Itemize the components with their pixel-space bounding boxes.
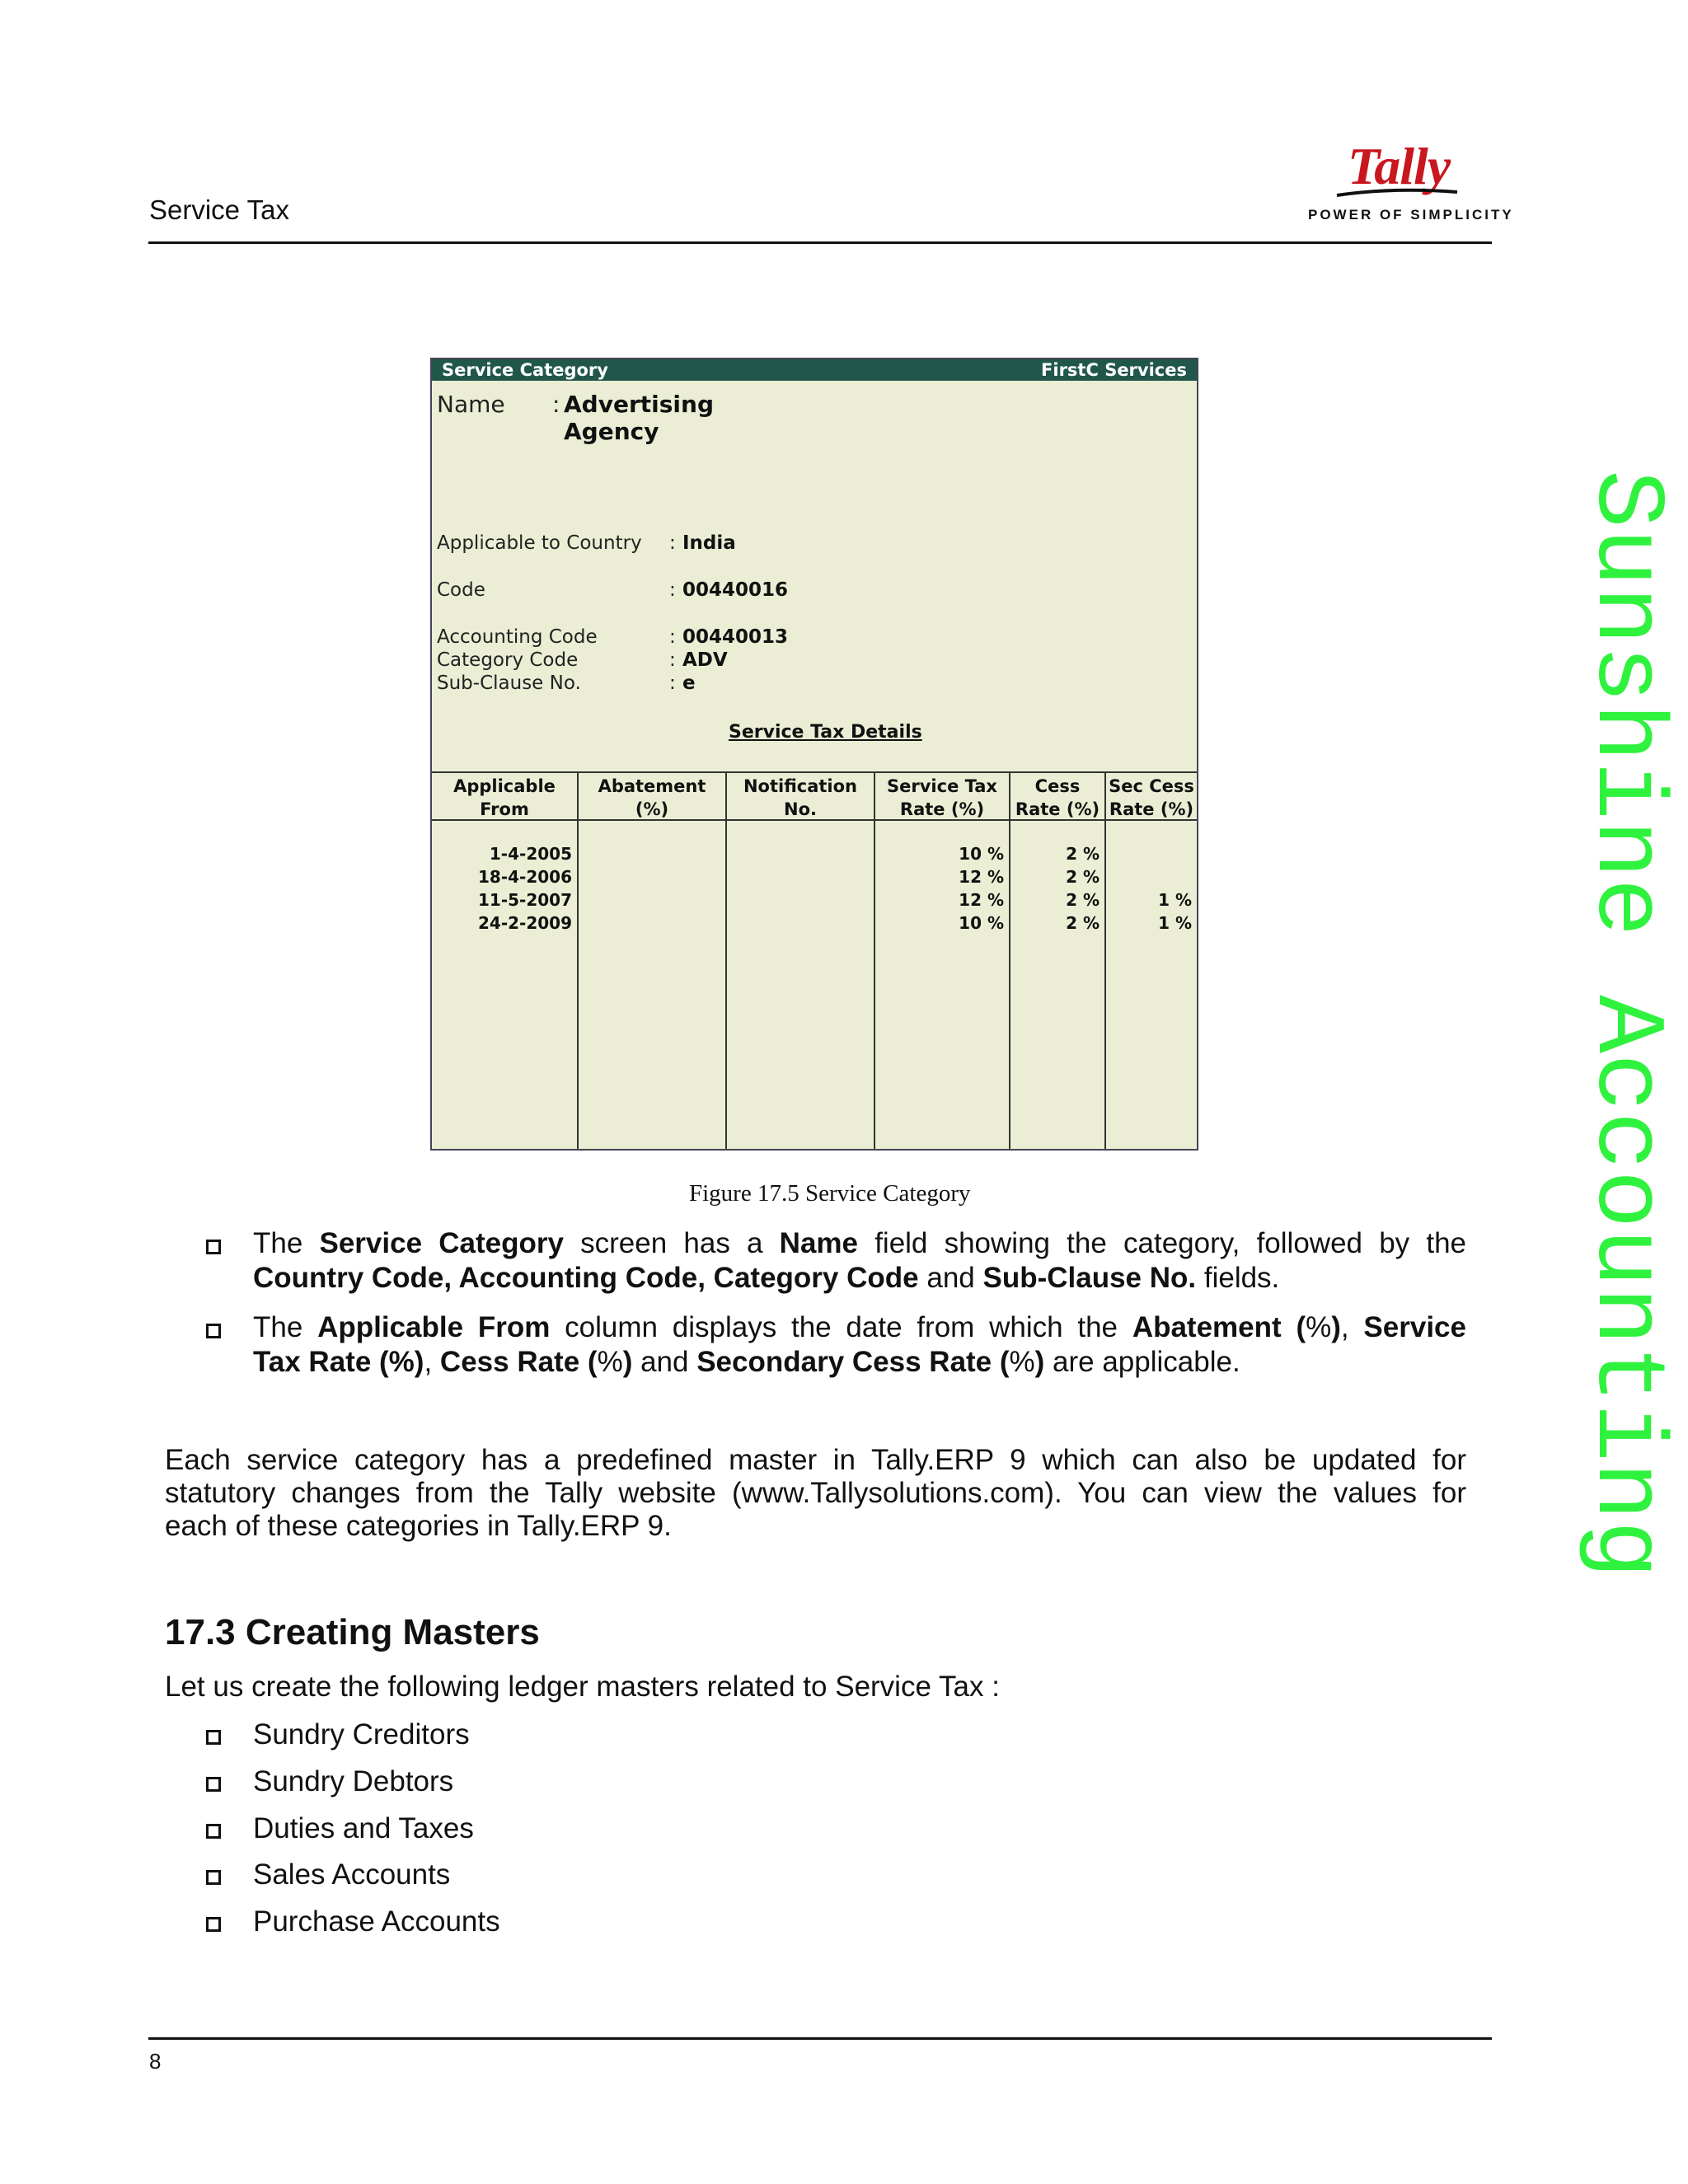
figure-caption: Figure 17.5 Service Category xyxy=(689,1180,971,1207)
col-cess-rate: Cess Rate (%) xyxy=(1015,776,1100,819)
bullet-icon xyxy=(206,1917,221,1932)
bullet-paragraph-2: The Applicable From column displays the date from which the Abatement (%), Service Tax Rate (%), Cess Rate (%) and Secondary Cess Rate (%) are applicable. xyxy=(253,1311,1466,1378)
code-value: 00440016 xyxy=(682,579,789,601)
category-code-label: Category Code xyxy=(437,649,579,671)
country-label: Applicable to Country xyxy=(437,532,642,554)
service-category-screen xyxy=(430,358,1198,1151)
sub-clause-field[interactable]: Sub-Clause No. : e xyxy=(437,673,696,694)
logo-swoosh-icon xyxy=(1335,187,1459,200)
country-field[interactable]: Applicable to Country : India xyxy=(437,532,736,554)
tally-logo xyxy=(1306,136,1514,227)
service-tax-details-title: Service Tax Details xyxy=(729,722,922,743)
service-tax-details-table: Applicable From Abatement (%) Notification No. Service Tax Rate (%) Cess Rate (%) Sec Cess Rate (%) 1-4-2005 10 % 2 % 18-4-2006 12 % 2 % 11-5-2007 12 % 2 % 1 % 24-2-2009 10 % 2 % 1 % xyxy=(432,771,1197,1149)
col-service-tax-rate: Service Tax Rate (%) xyxy=(887,776,997,819)
page-number: 8 xyxy=(149,2049,162,2074)
company-name: FirstC Services xyxy=(1041,360,1187,380)
name-field[interactable]: Name : Advertising Agency xyxy=(437,391,714,445)
sub-clause-label: Sub-Clause No. xyxy=(437,673,581,694)
list-item: Purchase Accounts xyxy=(253,1905,500,1938)
side-watermark xyxy=(1558,470,1688,1739)
watermark-text: Sunshine Accounting xyxy=(1570,470,1680,1579)
logo-tagline: POWER OF SIMPLICITY xyxy=(1308,207,1514,223)
screen-title: Service Category xyxy=(442,360,608,380)
code-field[interactable]: Code : 00440016 xyxy=(437,579,789,601)
code-label: Code xyxy=(437,579,485,601)
section-intro: Let us create the following ledger masters related to Service Tax : xyxy=(165,1671,1000,1703)
bullet-icon xyxy=(206,1730,221,1745)
footer-rule xyxy=(148,2037,1492,2040)
bullet-paragraph-1: The Service Category screen has a Name field showing the category, followed by the Country Code, Accounting Code, Category Code and Sub-Clause No. fields. xyxy=(253,1227,1466,1294)
col-sec-cess-rate: Sec Cess Rate (%) xyxy=(1109,776,1194,819)
accounting-code-value: 00440013 xyxy=(682,626,789,648)
list-item: Sundry Debtors xyxy=(253,1765,454,1797)
bullet-icon xyxy=(206,1240,221,1254)
name-value: Advertising Agency xyxy=(564,391,714,445)
header-rule xyxy=(148,241,1492,244)
list-item: Duties and Taxes xyxy=(253,1812,474,1844)
category-code-value: ADV xyxy=(682,649,728,671)
list-item: Sales Accounts xyxy=(253,1858,451,1891)
logo-word: Tally xyxy=(1348,137,1451,195)
category-code-field[interactable]: Category Code : ADV xyxy=(437,649,728,671)
sub-clause-value: e xyxy=(682,673,696,694)
country-value: India xyxy=(682,532,736,554)
accounting-code-field[interactable]: Accounting Code : 00440013 xyxy=(437,626,789,648)
col-applicable-from: Applicable From xyxy=(453,776,556,819)
bullet-icon xyxy=(206,1824,221,1839)
section-heading: 17.3 Creating Masters xyxy=(165,1612,540,1652)
bullet-icon xyxy=(206,1324,221,1338)
col-notification: Notification No. xyxy=(743,776,858,819)
list-item: Sundry Creditors xyxy=(253,1718,470,1750)
bullet-icon xyxy=(206,1870,221,1885)
screen-title-bar xyxy=(432,359,1197,381)
name-label: Name xyxy=(437,391,505,418)
col-abatement: Abatement (%) xyxy=(598,776,706,819)
bullet-icon xyxy=(206,1777,221,1792)
body-paragraph: Each service category has a predefined master in Tally.ERP 9 which can also be updated for statutory changes from the Tally website (www.Tallysolutions.com). You can view the values for each of these categories in Tally.ERP 9. xyxy=(165,1444,1466,1542)
accounting-code-label: Accounting Code xyxy=(437,626,598,648)
header-title: Service Tax xyxy=(149,194,289,225)
